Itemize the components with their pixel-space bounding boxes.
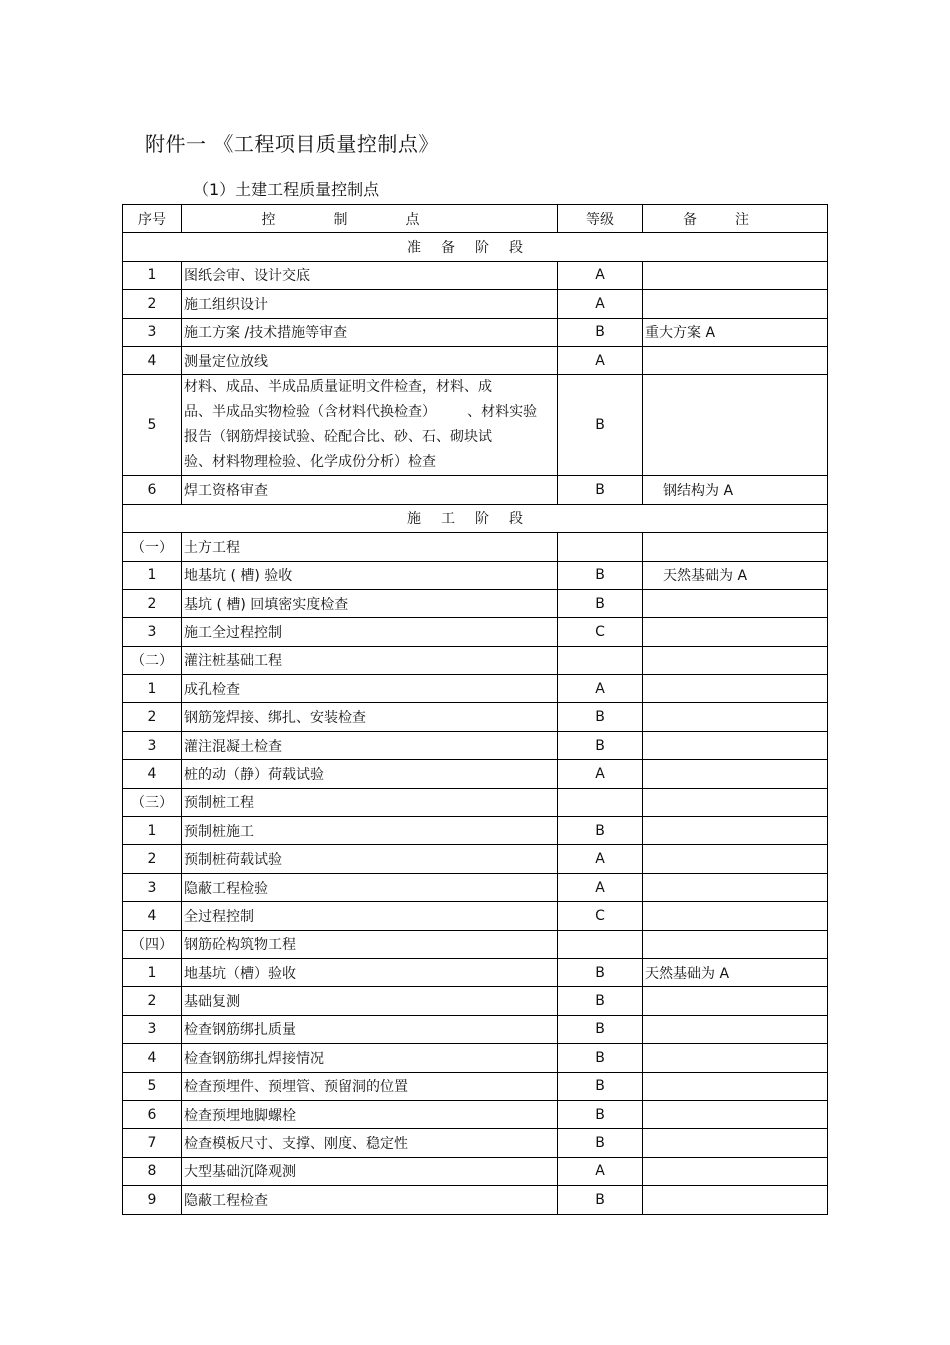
row-remark	[643, 987, 828, 1015]
table-row	[123, 346, 828, 374]
row-index: 3	[123, 1015, 182, 1043]
table-row	[123, 675, 828, 703]
group-index: （四）	[123, 930, 182, 958]
group-remark-empty	[643, 788, 828, 816]
row-grade: B	[558, 1100, 643, 1128]
row-index: 1	[123, 675, 182, 703]
row-remark	[643, 346, 828, 374]
table-row	[123, 873, 828, 901]
row-index: 2	[123, 290, 182, 318]
row-grade: B	[558, 561, 643, 589]
row-index: 3	[123, 318, 182, 346]
table-row	[123, 318, 828, 346]
row-grade: A	[558, 290, 643, 318]
row-index: 5	[123, 1072, 182, 1100]
row-grade: B	[558, 703, 643, 731]
table-row	[123, 731, 828, 759]
row-index: 8	[123, 1157, 182, 1185]
row-control-point: 隐蔽工程检查	[182, 1186, 558, 1214]
row-control-point: 测量定位放线	[182, 346, 558, 374]
row-remark	[643, 703, 828, 731]
row-grade: B	[558, 731, 643, 759]
row-grade: C	[558, 618, 643, 646]
group-remark-empty	[643, 533, 828, 561]
row-remark	[643, 760, 828, 788]
row-grade: B	[558, 987, 643, 1015]
table-row	[123, 1044, 828, 1072]
table-row	[123, 1072, 828, 1100]
table-row	[123, 703, 828, 731]
row-index: 7	[123, 1129, 182, 1157]
table-header-row	[123, 205, 828, 233]
group-remark-empty	[643, 930, 828, 958]
table-row	[123, 760, 828, 788]
row-grade: A	[558, 760, 643, 788]
row-remark	[643, 902, 828, 930]
row-grade: B	[558, 589, 643, 617]
row-grade: A	[558, 346, 643, 374]
header-control-point-label: 控制点	[261, 211, 478, 228]
row-grade: A	[558, 1157, 643, 1185]
row-grade: B	[558, 1186, 643, 1214]
row-remark	[643, 589, 828, 617]
document-title: 附件一 《工程项目质量控制点》	[145, 132, 439, 156]
row-remark: 天然基础为 A	[643, 958, 828, 986]
group-row	[123, 533, 828, 561]
row-index: 6	[123, 1100, 182, 1128]
row-control-point	[182, 375, 558, 476]
table-row	[123, 290, 828, 318]
table-row	[123, 261, 828, 289]
row-remark	[643, 261, 828, 289]
table-row	[123, 1100, 828, 1128]
header-grade: 等级	[558, 205, 643, 233]
row-remark: 天然基础为 A	[643, 561, 828, 589]
stage-row-prep	[123, 233, 828, 261]
row-grade: A	[558, 261, 643, 289]
row-remark	[643, 375, 828, 476]
row-grade: B	[558, 958, 643, 986]
row-control-point-line: 品、半成品实物检验（含材料代换检查） 、材料实验	[184, 404, 538, 421]
group-row	[123, 788, 828, 816]
group-grade-empty	[558, 788, 643, 816]
row-index: 2	[123, 987, 182, 1015]
table-row	[123, 1015, 828, 1043]
group-index: （三）	[123, 788, 182, 816]
table-row	[123, 1129, 828, 1157]
row-index: 4	[123, 1044, 182, 1072]
row-control-point: 灌注混凝土检查	[182, 731, 558, 759]
row-remark	[643, 873, 828, 901]
row-grade: C	[558, 902, 643, 930]
row-control-point-line: 验、材料物理检验、化学成份分析）检查	[184, 454, 436, 471]
row-remark: 钢结构为 A	[643, 476, 828, 504]
row-remark	[643, 1100, 828, 1128]
row-grade: A	[558, 845, 643, 873]
section-subtitle: （1）土建工程质量控制点	[193, 180, 380, 199]
row-control-point: 全过程控制	[182, 902, 558, 930]
group-name: 土方工程	[182, 533, 558, 561]
row-remark	[643, 845, 828, 873]
row-control-point: 检查预埋件、预埋管、预留洞的位置	[182, 1072, 558, 1100]
table-row	[123, 817, 828, 845]
row-grade: B	[558, 817, 643, 845]
row-remark	[643, 675, 828, 703]
group-name: 钢筋砼构筑物工程	[182, 930, 558, 958]
group-index: （一）	[123, 533, 182, 561]
row-index: 5	[123, 375, 182, 476]
row-index: 6	[123, 476, 182, 504]
row-control-point: 施工全过程控制	[182, 618, 558, 646]
row-index: 4	[123, 902, 182, 930]
row-index: 3	[123, 873, 182, 901]
row-index: 9	[123, 1186, 182, 1214]
group-row	[123, 646, 828, 674]
group-grade-empty	[558, 646, 643, 674]
row-remark	[643, 1044, 828, 1072]
table-row	[123, 902, 828, 930]
row-control-point: 基础复测	[182, 987, 558, 1015]
row-control-point: 检查钢筋绑扎质量	[182, 1015, 558, 1043]
row-index: 2	[123, 703, 182, 731]
stage-label-build: 施工阶段	[123, 504, 828, 532]
row-control-point: 检查钢筋绑扎焊接情况	[182, 1044, 558, 1072]
table-row	[123, 476, 828, 504]
row-control-point-line: 报告（钢筋焊接试验、砼配合比、砂、石、砌块试	[184, 429, 492, 446]
table-row	[123, 987, 828, 1015]
row-control-point: 隐蔽工程检验	[182, 873, 558, 901]
table-row	[123, 958, 828, 986]
row-index: 2	[123, 589, 182, 617]
row-control-point: 施工方案 /技术措施等审查	[182, 318, 558, 346]
row-grade: A	[558, 873, 643, 901]
row-remark	[643, 1129, 828, 1157]
row-control-point: 图纸会审、设计交底	[182, 261, 558, 289]
header-remark-label: 备注	[683, 211, 787, 228]
group-remark-empty	[643, 646, 828, 674]
row-remark	[643, 817, 828, 845]
row-control-point: 基坑 ( 槽) 回填密实度检查	[182, 589, 558, 617]
row-index: 3	[123, 731, 182, 759]
table-row	[123, 589, 828, 617]
stage-row-build	[123, 504, 828, 532]
row-grade: B	[558, 375, 643, 476]
group-name: 预制桩工程	[182, 788, 558, 816]
row-control-point: 桩的动（静）荷载试验	[182, 760, 558, 788]
header-index: 序号	[123, 205, 182, 233]
row-control-point: 大型基础沉降观测	[182, 1157, 558, 1185]
row-remark	[643, 1015, 828, 1043]
row-control-point: 预制桩施工	[182, 817, 558, 845]
row-index: 1	[123, 958, 182, 986]
group-name: 灌注桩基础工程	[182, 646, 558, 674]
row-grade: B	[558, 476, 643, 504]
row-control-point: 钢筋笼焊接、绑扎、安装检查	[182, 703, 558, 731]
row-control-point: 地基坑（槽）验收	[182, 958, 558, 986]
row-index: 1	[123, 817, 182, 845]
row-grade: B	[558, 1072, 643, 1100]
row-index: 2	[123, 845, 182, 873]
group-grade-empty	[558, 930, 643, 958]
row-control-point-line: 材料、成品、半成品质量证明文件检查，材料、成	[184, 379, 492, 396]
row-control-point: 预制桩荷载试验	[182, 845, 558, 873]
table-row	[123, 1186, 828, 1214]
row-control-point: 成孔检查	[182, 675, 558, 703]
row-control-point: 地基坑 ( 槽) 验收	[182, 561, 558, 589]
row-remark	[643, 290, 828, 318]
table-row-multiline	[123, 375, 828, 476]
row-index: 1	[123, 561, 182, 589]
row-grade: B	[558, 1129, 643, 1157]
quality-control-table	[122, 204, 828, 1215]
row-grade: B	[558, 1015, 643, 1043]
group-grade-empty	[558, 533, 643, 561]
table-row	[123, 561, 828, 589]
row-remark	[643, 1072, 828, 1100]
table-row	[123, 618, 828, 646]
row-grade: B	[558, 1044, 643, 1072]
header-control-point	[182, 205, 558, 233]
row-index: 3	[123, 618, 182, 646]
row-index: 4	[123, 346, 182, 374]
row-control-point: 检查模板尺寸、支撑、刚度、稳定性	[182, 1129, 558, 1157]
group-index: （二）	[123, 646, 182, 674]
row-index: 1	[123, 261, 182, 289]
row-index: 4	[123, 760, 182, 788]
row-remark	[643, 731, 828, 759]
row-remark	[643, 1186, 828, 1214]
stage-label-prep: 准备阶段	[123, 233, 828, 261]
row-remark	[643, 618, 828, 646]
row-remark: 重大方案 A	[643, 318, 828, 346]
row-grade: B	[558, 318, 643, 346]
row-control-point: 焊工资格审查	[182, 476, 558, 504]
row-grade: A	[558, 675, 643, 703]
row-remark	[643, 1157, 828, 1185]
table-row	[123, 1157, 828, 1185]
row-control-point: 检查预埋地脚螺栓	[182, 1100, 558, 1128]
header-remark	[643, 205, 828, 233]
group-row	[123, 930, 828, 958]
table-row	[123, 845, 828, 873]
row-control-point: 施工组织设计	[182, 290, 558, 318]
